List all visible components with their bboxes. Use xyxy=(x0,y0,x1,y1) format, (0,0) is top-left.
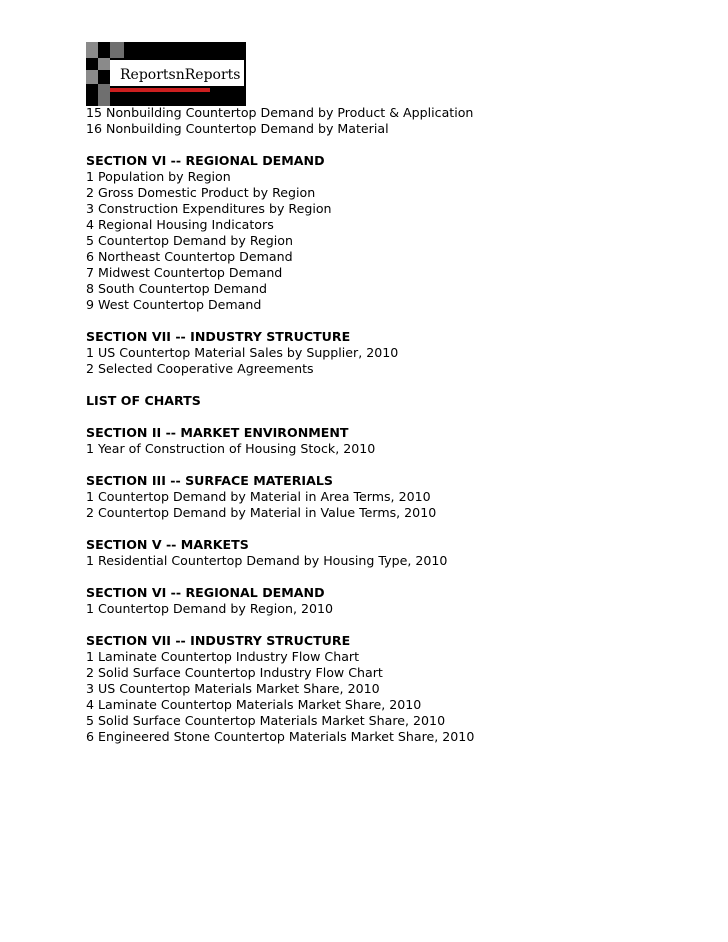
list-item: 3 US Countertop Materials Market Share, 2010 xyxy=(86,681,380,696)
section-heading: SECTION VI -- REGIONAL DEMAND xyxy=(86,585,325,600)
reportsnreports-logo xyxy=(86,42,246,106)
list-item: 5 Countertop Demand by Region xyxy=(86,233,293,248)
section-heading: SECTION III -- SURFACE MATERIALS xyxy=(86,473,333,488)
logo-gray-square xyxy=(110,42,124,58)
list-item: 6 Northeast Countertop Demand xyxy=(86,249,293,264)
list-item: 1 Year of Construction of Housing Stock, 2010 xyxy=(86,441,376,456)
list-item: 4 Laminate Countertop Materials Market Share, 2010 xyxy=(86,697,422,712)
list-item: 3 Construction Expenditures by Region xyxy=(86,201,332,216)
logo-gray-square xyxy=(86,42,98,58)
section-gap xyxy=(86,137,706,153)
section-gap xyxy=(86,569,706,585)
document-body xyxy=(86,105,706,745)
list-item: 9 West Countertop Demand xyxy=(86,297,262,312)
section-gap xyxy=(86,313,706,329)
section-heading: SECTION V -- MARKETS xyxy=(86,537,249,552)
section-heading: SECTION II -- MARKET ENVIRONMENT xyxy=(86,425,349,440)
list-item: 16 Nonbuilding Countertop Demand by Material xyxy=(86,121,389,136)
list-item: 1 Residential Countertop Demand by Housing Type, 2010 xyxy=(86,553,448,568)
logo-text: ReportsnReports xyxy=(120,67,241,83)
logo-gray-square xyxy=(98,84,110,106)
list-item: 5 Solid Surface Countertop Materials Market Share, 2010 xyxy=(86,713,446,728)
section-gap xyxy=(86,377,706,393)
list-item: 8 South Countertop Demand xyxy=(86,281,267,296)
list-item: 7 Midwest Countertop Demand xyxy=(86,265,283,280)
list-item: 1 Population by Region xyxy=(86,169,231,184)
list-item: 4 Regional Housing Indicators xyxy=(86,217,274,232)
section-gap xyxy=(86,457,706,473)
section-gap xyxy=(86,409,706,425)
list-item: 6 Engineered Stone Countertop Materials Market Share, 2010 xyxy=(86,729,475,744)
section-gap xyxy=(86,617,706,633)
list-item: 2 Countertop Demand by Material in Value Terms, 2010 xyxy=(86,505,437,520)
section-heading: LIST OF CHARTS xyxy=(86,393,201,408)
list-item: 2 Gross Domestic Product by Region xyxy=(86,185,316,200)
section-heading: SECTION VI -- REGIONAL DEMAND xyxy=(86,153,325,168)
section-gap xyxy=(86,521,706,537)
list-item: 2 Solid Surface Countertop Industry Flow Chart xyxy=(86,665,383,680)
list-item: 1 US Countertop Material Sales by Supplier, 2010 xyxy=(86,345,399,360)
section-heading: SECTION VII -- INDUSTRY STRUCTURE xyxy=(86,329,351,344)
section-heading: SECTION VII -- INDUSTRY STRUCTURE xyxy=(86,633,351,648)
logo-gray-square xyxy=(98,58,110,70)
list-item: 2 Selected Cooperative Agreements xyxy=(86,361,314,376)
list-item: 1 Laminate Countertop Industry Flow Chart xyxy=(86,649,360,664)
logo-gray-square xyxy=(86,70,98,84)
list-item: 1 Countertop Demand by Material in Area Terms, 2010 xyxy=(86,489,431,504)
list-item: 15 Nonbuilding Countertop Demand by Product & Application xyxy=(86,105,474,120)
list-item: 1 Countertop Demand by Region, 2010 xyxy=(86,601,334,616)
logo-red-bar xyxy=(110,88,210,92)
